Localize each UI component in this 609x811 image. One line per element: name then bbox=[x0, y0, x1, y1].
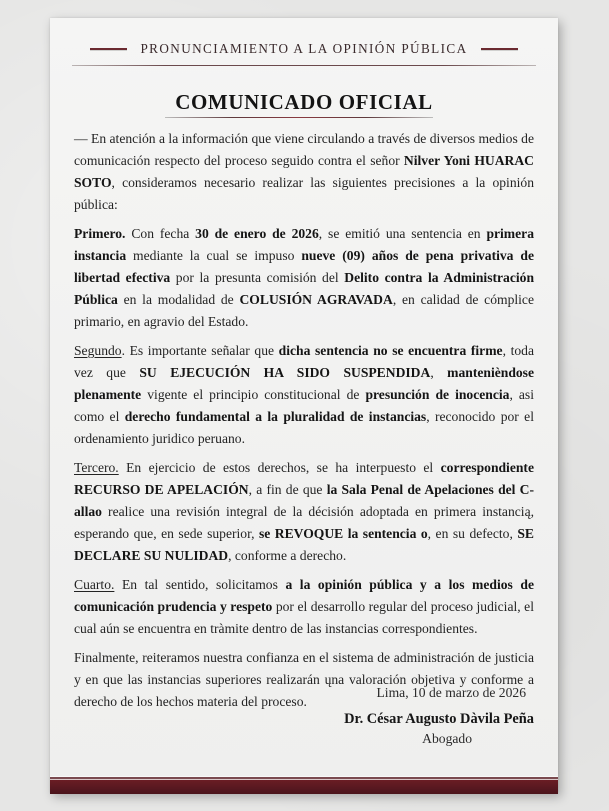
tercero-label: Tercero. bbox=[74, 460, 119, 475]
header-left-dash bbox=[90, 48, 127, 50]
signatory-role: Abogado bbox=[422, 731, 472, 746]
paragraph-segundo: Segundo. Es importante señalar que dicha sentencia no se encuentra firme, toda vez que SU EJECUCIÓN HA SIDO SUSPENDIDA, mantenièndose plenamente vigente el principio constitucional de presunción de inocencia, asi como el derecho fundamental a la pluralidad de instancias, reconocido por el ordenamiento juridico peruano. bbox=[74, 343, 535, 446]
document-paper bbox=[50, 18, 558, 793]
intro-dash: — bbox=[74, 131, 88, 146]
paragraph-primero: Primero. Con fecha 30 de enero de 2026, se emitió una sentencia en primera instancia mediante la cual se impuso nueve (09) años de pena privativa de libertad efectiva por la presunta comisión del Delito contra la Administración Pública en la modalidad de COLUSIÓN AGRAVADA, en calidad de cómplice primario, en agravio del Estado. bbox=[74, 226, 535, 329]
cuarto-label: Cuarto. bbox=[74, 577, 115, 592]
header-divider bbox=[72, 65, 536, 66]
document-title: COMUNICADO OFICIAL bbox=[175, 90, 433, 114]
segundo-label: Segundo bbox=[74, 343, 122, 358]
title-underline bbox=[165, 117, 433, 118]
document-header bbox=[50, 40, 558, 58]
primero-label: Primero. bbox=[74, 226, 126, 241]
paragraph-tercero: Tercero. En ejercicio de estos derechos, se ha interpuesto el correspondiente RECURSO DE APELACIÓN, a fin de que la Sala Penal de Apelaciones del C-allao realice una revisión integral de la décisión adoptada en primera instancią, esperando que, en sede superior, se REVOQUE la sentencia o, en su defecto, SE DECLARE SU NULIDAD, conforme a derecho. bbox=[74, 460, 534, 563]
paragraph-cuarto: Cuarto. En tal sentido, solicitamos a la opinión pública y a los medios de comunicación prudencia y respeto por el desarrollo regular del proceso judicial, el cual aún se encuentra en tràmite dentro de las instancias correspondientes. bbox=[74, 577, 534, 636]
signatory-name: Dr. César Augusto Dàvila Peña bbox=[344, 711, 534, 727]
document-body bbox=[74, 128, 534, 720]
header-text: PRONUNCIAMIENTO A LA OPINIÓN PÚBLICA bbox=[140, 41, 468, 56]
header-right-dash bbox=[481, 48, 518, 50]
paragraph-closing: Finalmente, reiteramos nuestra confianza en el sistema de administración de justicia y en que las instancias superiores realizarán ųna valoración objetiva y conforme a derecho de los hechos materia del proceso. bbox=[74, 650, 534, 709]
intro-paragraph: — En atención a la información que viene circulando a través de diversos medios de comunicación respecto del proceso seguido contra el señor Nilver Yoni HUARAC SOTO, consideramos necesario realizar las siguientes precisiones a la opinión pública: bbox=[74, 131, 534, 212]
defendant-name: Nilver Yoni HUARAC SOTO bbox=[74, 153, 534, 190]
footer-accent-bar bbox=[50, 779, 558, 794]
document-date: Lima, 10 de marzo de 2026 bbox=[376, 685, 526, 700]
